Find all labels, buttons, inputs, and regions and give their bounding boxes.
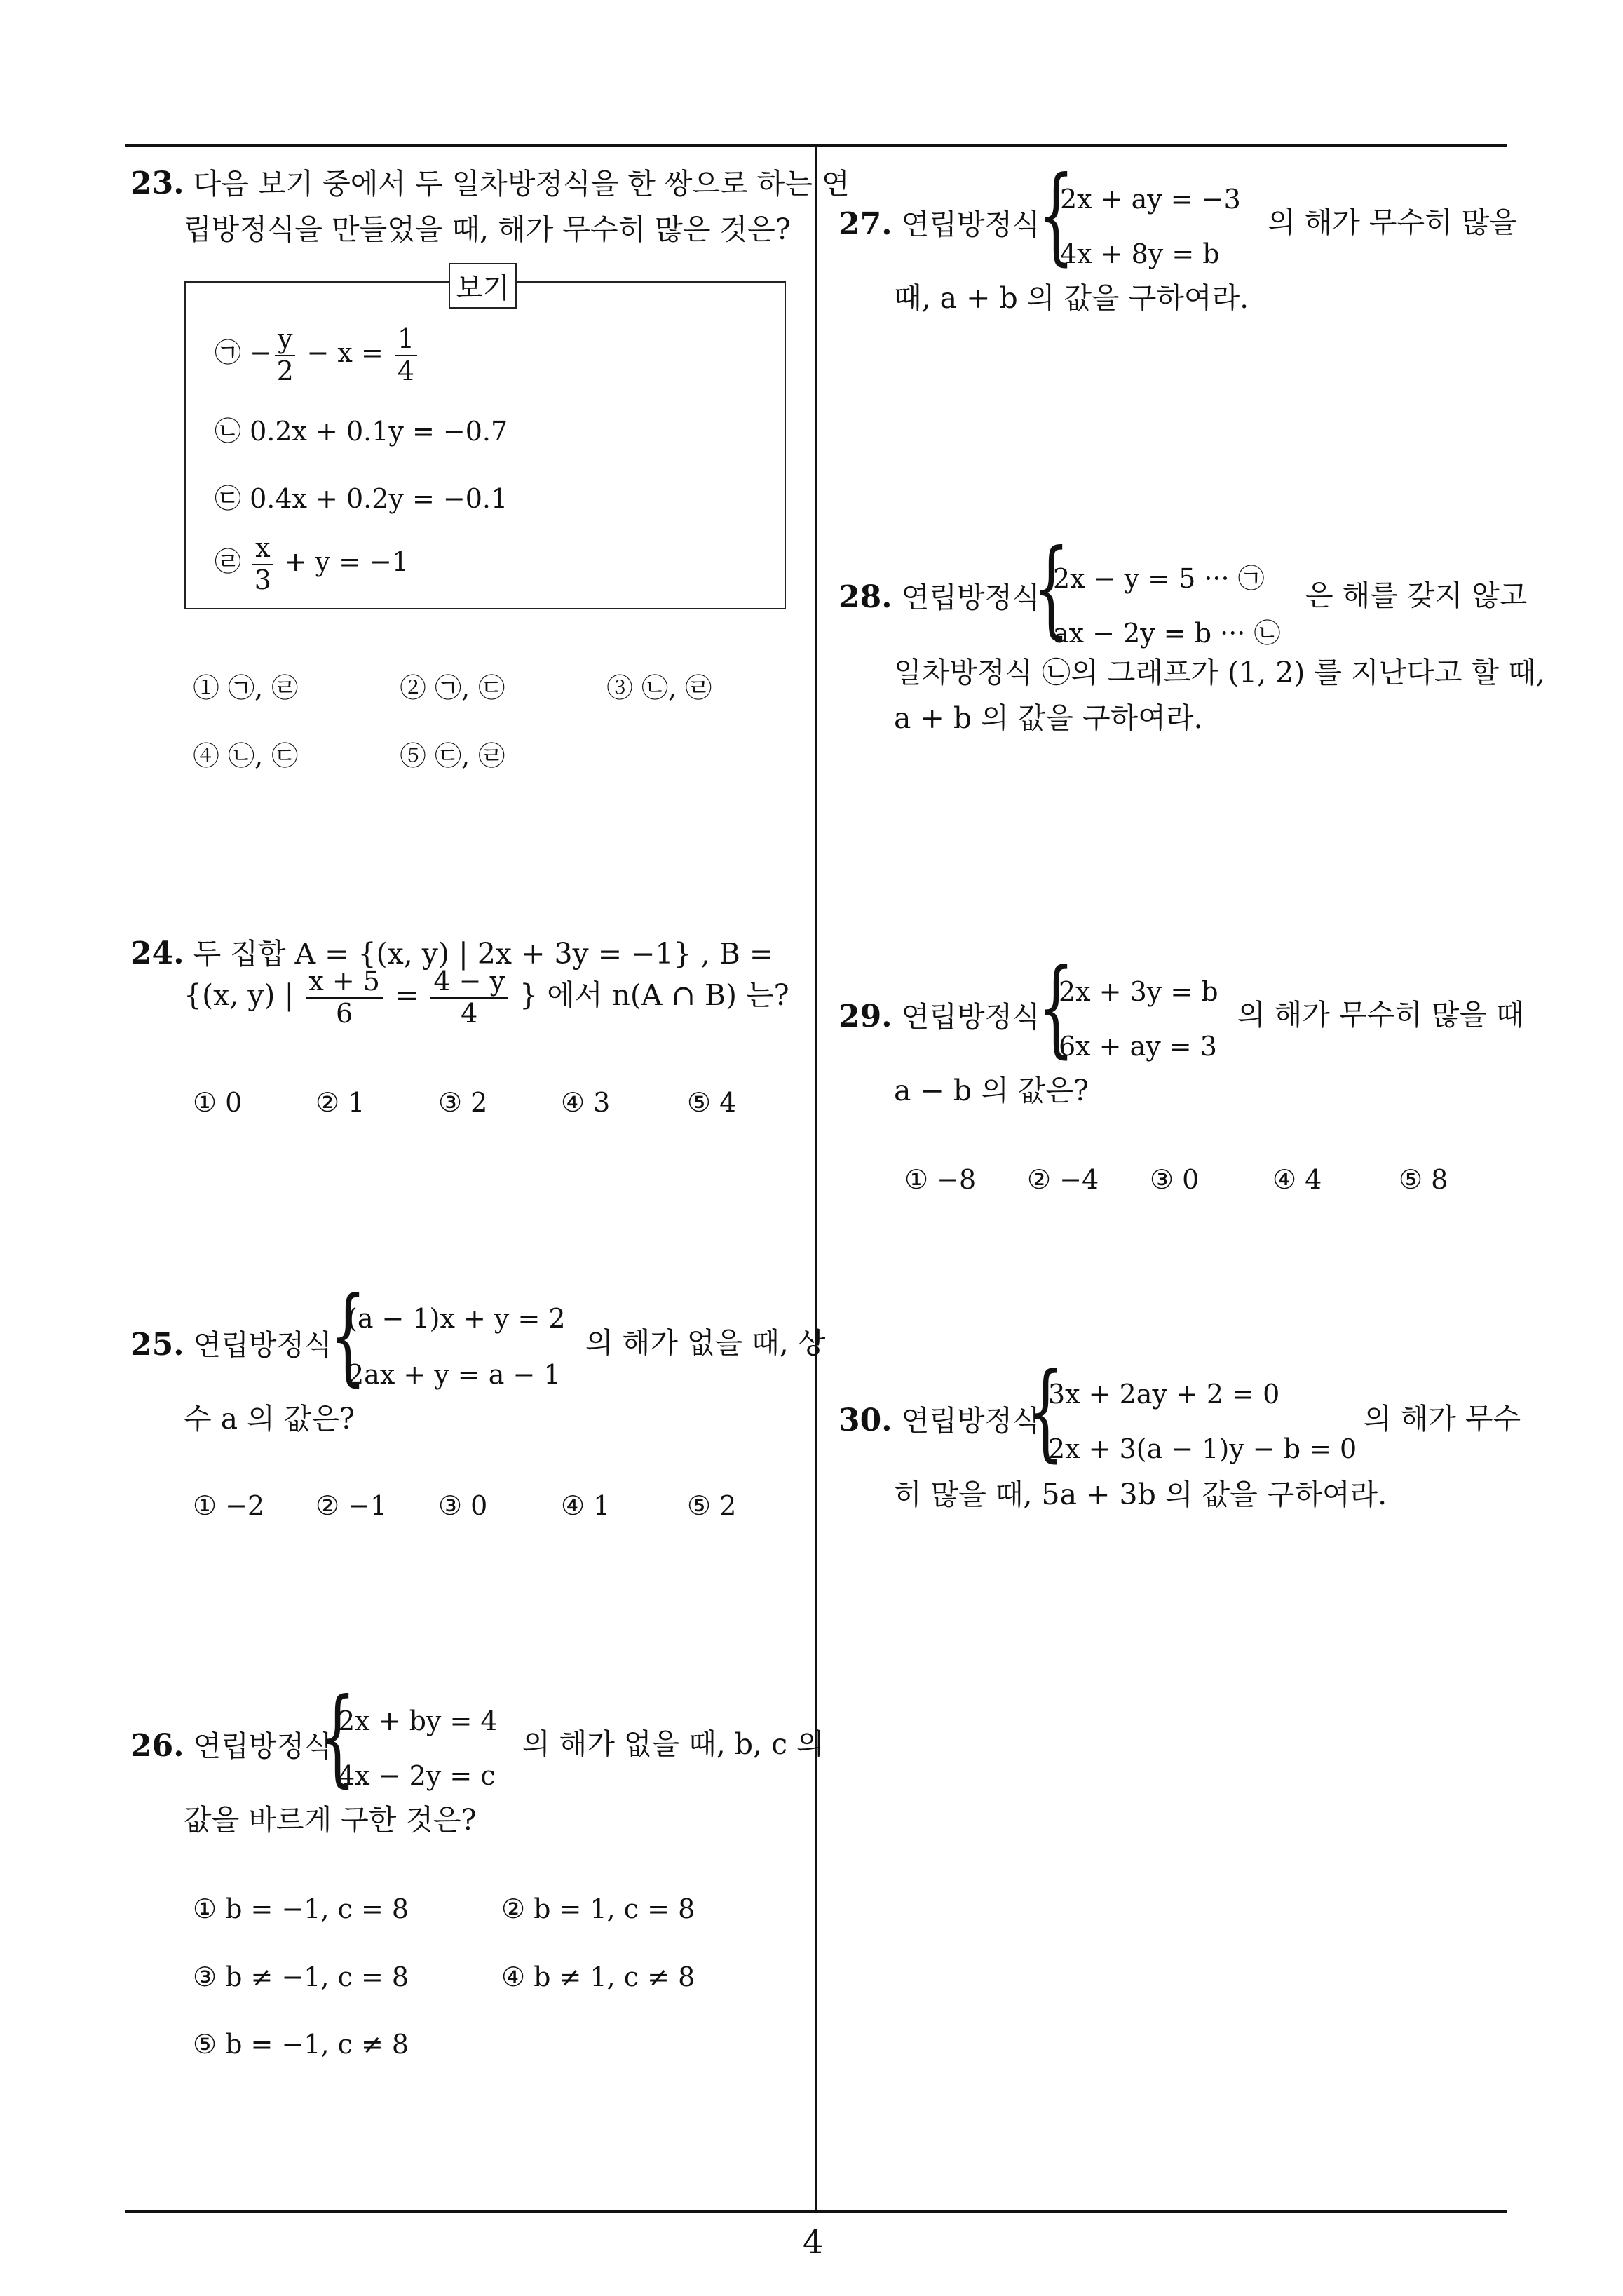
system-brace: { [330,1275,367,1397]
example-item-4: ㉣ $\frac{x}{3}$ + y = −1 [215,532,409,595]
page-number: 4 [803,2223,824,2261]
question-text: 의 해가 무수히 많을 때 [1237,998,1524,1032]
question-30: 30. 연립방정식 [838,1403,1040,1438]
question-29: 29. 연립방정식 [838,999,1040,1034]
question-number: 29. [838,999,892,1034]
question-27: 27. 연립방정식 [838,206,1040,242]
question-number: 30. [838,1403,892,1438]
choice-3[interactable]: ③ 0 [1150,1164,1200,1195]
equation-2: 4x − 2y = c [338,1760,496,1791]
choice-2[interactable]: ② 1 [315,1087,365,1118]
choice-5[interactable]: ⑤ 8 [1399,1164,1448,1195]
equation-2: ax − 2y = b ··· ㉡ [1053,618,1281,649]
equation-1: 2x + ay = −3 [1060,184,1241,215]
question-28: 28. 연립방정식 [838,579,1040,615]
choice-2[interactable]: ② −4 [1027,1164,1099,1195]
system-brace: { [1038,154,1075,276]
choice-1[interactable]: ① −2 [193,1490,265,1521]
question-23 [130,163,850,204]
question-text: 의 해가 없을 때, b, c 의 [522,1727,824,1761]
choice-4[interactable]: ④ 3 [561,1087,611,1118]
choice-5[interactable]: ⑤ b = −1, c ≠ 8 [193,2029,409,2060]
choice-2[interactable]: ② ㉠, ㉢ [400,673,505,703]
question-text: 의 해가 없을 때, 상 [585,1326,826,1360]
equation-1: 2x + by = 4 [338,1706,498,1736]
system-brace: { [1027,1351,1064,1473]
system-brace: { [1033,527,1070,649]
question-29-line2: a − b 의 값은? [894,1074,1089,1107]
question-23-line2: 립방정식을 만들었을 때, 해가 무수히 많은 것은? [184,212,791,246]
question-text: 의 해가 무수히 많을 [1268,205,1517,239]
equation-2: 6x + ay = 3 [1059,1031,1217,1062]
question-number: 23. [130,166,184,201]
question-28-line2: 일차방정식 ㉡의 그래프가 (1, 2) 를 지난다고 할 때, [894,656,1545,689]
equation-1: (a − 1)x + y = 2 [347,1303,566,1334]
choice-3[interactable]: ③ b ≠ −1, c = 8 [193,1961,409,1992]
choice-1[interactable]: ① b = −1, c = 8 [193,1893,409,1924]
question-number: 25. [130,1327,184,1363]
choice-5[interactable]: ⑤ ㉢, ㉣ [400,741,505,771]
system-brace: { [1038,947,1075,1069]
example-item-1: ㉠ − $\frac{y}{2}$ − x = $\frac{1}{4}$ [215,324,420,386]
equation-2: 4x + 8y = b [1060,238,1220,269]
choice-4[interactable]: ④ ㉡, ㉢ [193,741,299,771]
question-24-line2: {(x, y) | $\frac{x + 5}{6}$ = $\frac{4 - y}{4}$ } 에서 n(A ∩ B) 는? [184,966,789,1029]
example-item-2: ㉡ 0.2x + 0.1y = −0.7 [215,416,508,447]
column-divider [815,144,817,2212]
example-box-label: 보기 [449,263,517,309]
question-number: 27. [838,206,892,242]
question-25-line2: 수 a 의 값은? [184,1402,355,1436]
choice-4[interactable]: ④ 4 [1272,1164,1322,1195]
question-text: 다음 보기 중에서 두 일차방정식을 한 쌍으로 하는 연 [193,167,850,201]
equation-1: 2x − y = 5 ··· ㉠ [1053,563,1265,594]
question-text: 두 집합 A = {(x, y) | 2x + 3y = −1} , B = [193,937,774,971]
equation-1: 3x + 2ay + 2 = 0 [1048,1379,1280,1410]
bottom-rule [125,2210,1507,2213]
question-30-line2: 히 많을 때, 5a + 3b 의 값을 구하여라. [894,1478,1387,1511]
equation-1: 2x + 3y = b [1059,976,1218,1007]
example-item-3: ㉢ 0.4x + 0.2y = −0.1 [215,483,508,514]
question-number: 26. [130,1728,184,1764]
choice-5[interactable]: ⑤ 4 [687,1087,737,1118]
choice-5[interactable]: ⑤ 2 [687,1490,737,1521]
question-25: 25. 연립방정식 [130,1327,332,1363]
question-27-line2: 때, a + b 의 값을 구하여라. [894,281,1249,315]
choice-3[interactable]: ③ ㉡, ㉣ [606,673,712,703]
equation-2: 2x + 3(a − 1)y − b = 0 [1048,1433,1357,1464]
question-28-line3: a + b 의 값을 구하여라. [894,701,1203,735]
choice-3[interactable]: ③ 0 [438,1490,488,1521]
choice-4[interactable]: ④ b ≠ 1, c ≠ 8 [501,1961,695,1992]
choice-3[interactable]: ③ 2 [438,1087,488,1118]
question-text: 의 해가 무수 [1364,1402,1521,1436]
choice-1[interactable]: ① −8 [904,1164,977,1195]
question-text: 은 해를 갖지 않고 [1305,579,1528,612]
choice-1[interactable]: ① ㉠, ㉣ [193,673,299,703]
system-brace: { [319,1676,356,1798]
choice-2[interactable]: ② −1 [315,1490,388,1521]
question-number: 28. [838,579,892,615]
question-26: 26. 연립방정식 [130,1728,332,1764]
question-number: 24. [130,936,184,971]
question-26-line2: 값을 바르게 구한 것은? [184,1803,477,1837]
choice-4[interactable]: ④ 1 [561,1490,611,1521]
choice-1[interactable]: ① 0 [193,1087,243,1118]
equation-2: 2ax + y = a − 1 [347,1359,561,1390]
choice-2[interactable]: ② b = 1, c = 8 [501,1893,695,1924]
